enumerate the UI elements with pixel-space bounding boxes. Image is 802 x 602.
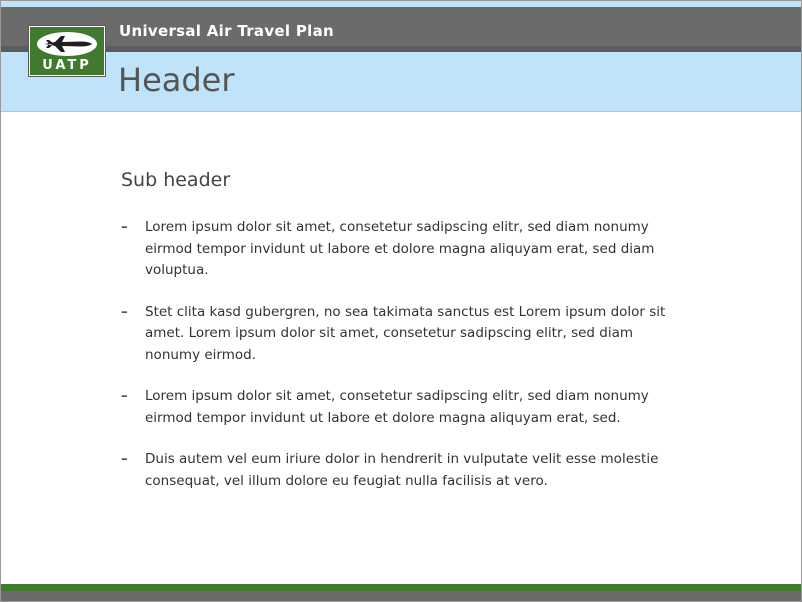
bullet-text: Lorem ipsum dolor sit amet, consetetur sadipscing elitr, sed diam nonumy eirmod tempor invidunt ut labore et dolore magna aliquyam erat, sed.	[145, 388, 649, 426]
bullet-dash: –	[121, 303, 128, 320]
bullet-text: Duis autem vel eum iriure dolor in hendrerit in vulputate velit esse molestie consequat, vel illum dolore eu feugiat nulla facilisis at vero.	[145, 451, 659, 489]
bullet-item	[119, 386, 679, 429]
footer-gray-band	[1, 591, 801, 601]
bullet-text: Stet clita kasd gubergren, no sea takimata sanctus est Lorem ipsum dolor sit amet. Lorem ipsum dolor sit amet, consetetur sadipscing elitr, sed diam nonumy eirmod.	[145, 303, 666, 363]
bullet-item	[119, 302, 679, 367]
organization-name: Universal Air Travel Plan	[119, 22, 334, 40]
bullet-item	[119, 217, 679, 282]
sub-header: Sub header	[121, 169, 231, 191]
bullet-text: Lorem ipsum dolor sit amet, consetetur sadipscing elitr, sed diam nonumy eirmod tempor invidunt ut labore et dolore magna aliquyam erat, sed diam voluptua.	[145, 219, 655, 278]
airplane-icon	[37, 32, 97, 56]
logo-text: UATP	[42, 58, 92, 73]
bullet-dash: –	[121, 388, 128, 404]
uatp-logo	[29, 26, 105, 76]
bullet-dash: –	[121, 451, 128, 467]
footer-green-band	[1, 584, 801, 591]
page-title: Header	[118, 61, 235, 99]
bullet-dash: –	[121, 219, 128, 235]
bullet-item	[119, 449, 679, 492]
bullet-list	[119, 217, 679, 512]
